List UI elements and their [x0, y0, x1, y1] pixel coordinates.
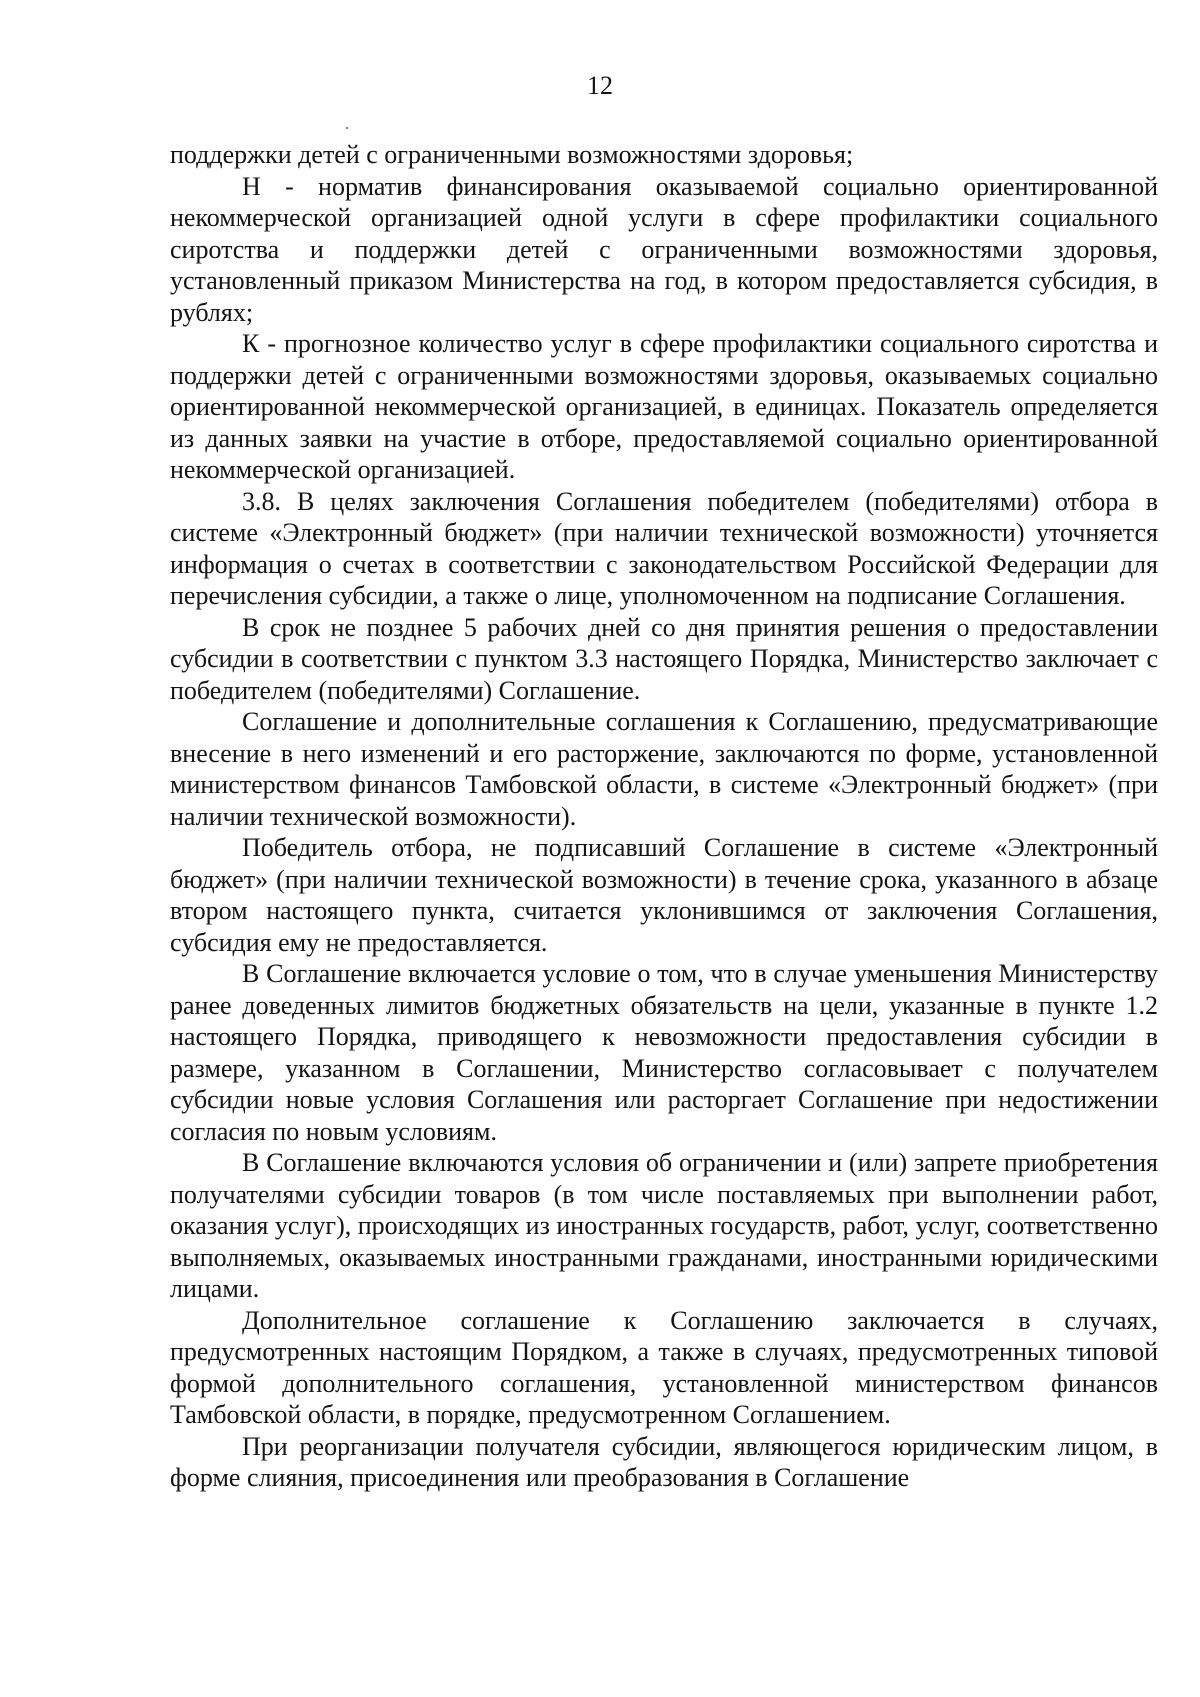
page-number: 12 — [587, 71, 613, 100]
paragraph-definition-n: Н - норматив финансирования оказываемой социально ориентированной некоммерческой организацией одной услуги в сфере профилактики социального сиротства и поддержки детей с ограниченными возможностями здоровья, установленный приказом Министерства на год, в котором предоставляется субсидия, в рублях; — [170, 171, 1158, 327]
paragraph-agreement-form: Соглашение и дополнительные соглашения к Соглашению, предусматривающие внесение в него изменений и его расторжение, заключаются по форме, установленной министерством финансов Тамбовской области, в системе «Электронный бюджет» (при наличии технической возможности). — [170, 707, 1158, 831]
paragraph-reorganization: При реорганизации получателя субсидии, являющегося юридическим лицом, в форме слияния, присоединения или преобразования в Соглашение — [170, 1431, 1158, 1492]
paragraph-limits-reduction: В Соглашение включается условие о том, что в случае уменьшения Министерству ранее доведенных лимитов бюджетных обязательств на цели, указанные в пункте 1.2 настоящего Порядка, приводящего к невозможности предоставления субсидии в размере, указанном в Соглашении, Министерство согласовывает с получателем субсидии новые условия Соглашения или расторгает Соглашение при недостижении согласия по новым условиям. — [170, 959, 1158, 1146]
scan-speck — [346, 127, 348, 129]
paragraph-additional-agreement: Дополнительное соглашение к Соглашению заключается в случаях, предусмотренных настоящим Порядком, а также в случаях, предусмотренных типовой формой дополнительного соглашения, установленной министерством финансов Тамбовской области, в порядке, предусмотренном Соглашением. — [170, 1305, 1158, 1429]
paragraph-foreign-goods: В Соглашение включаются условия об ограничении и (или) запрете приобретения получателями субсидии товаров (в том числе поставляемых при выполнении работ, оказания услуг), происходящих из иностранных государств, работ, услуг, соответственно выполняемых, оказываемых иностранными гражданами, иностранными юридическими лицами. — [170, 1148, 1158, 1303]
paragraph-definition-k: К - прогнозное количество услуг в сфере профилактики социального сиротства и поддержки детей с ограниченными возможностями здоровья, оказываемых социально ориентированной некоммерческой организацией, в единицах. Показатель определяется из данных заявки на участие в отборе, предоставляемой социально ориентированной некоммерческой организацией. — [170, 329, 1158, 484]
document-body — [170, 139, 1158, 1494]
paragraph-agreement-deadline: В срок не позднее 5 рабочих дней со дня принятия решения о предоставлении субсидии в соответствии с пунктом 3.3 настоящего Порядка, Министерство заключает с победителем (победителями) Соглашение. — [170, 612, 1158, 705]
paragraph-clause-3-8: 3.8. В целях заключения Соглашения победителем (победителями) отбора в системе «Электронный бюджет» (при наличии технической возможности) уточняется информация о счетах в соответствии с законодательством Российской Федерации для перечисления субсидии, а также о лице, уполномоченном на подписание Соглашения. — [170, 486, 1158, 610]
paragraph-winner-evasion: Победитель отбора, не подписавший Соглашение в системе «Электронный бюджет» (при наличии технической возможности) в течение срока, указанного в абзаце втором настоящего пункта, считается уклонившимся от заключения Соглашения, субсидия ему не предоставляется. — [170, 833, 1158, 957]
paragraph-continuation: поддержки детей с ограниченными возможностями здоровья; — [170, 140, 854, 169]
